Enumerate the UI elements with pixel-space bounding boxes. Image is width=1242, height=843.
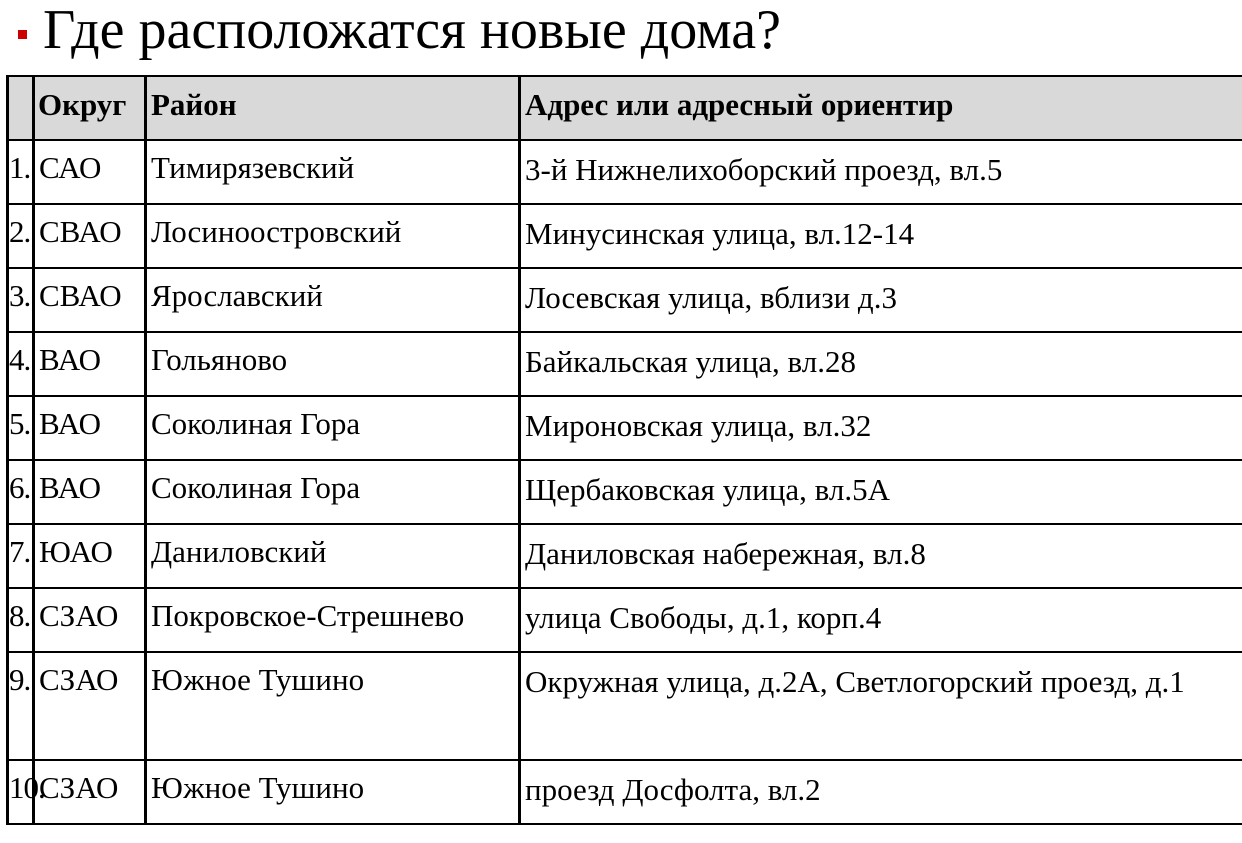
row-raion: Южное Тушино [146, 760, 520, 824]
row-raion: Ярославский [146, 268, 520, 332]
row-raion: Южное Тушино [146, 652, 520, 760]
row-number: 8. [8, 588, 34, 652]
slide-title-row [18, 0, 781, 60]
table-row [8, 460, 1242, 524]
row-okrug: САО [34, 140, 146, 204]
row-address: Окружная улица, д.2А, Светлогорский проезд, д.1 [520, 652, 1242, 760]
row-raion: Даниловский [146, 524, 520, 588]
slide-title: Где расположатся новые дома? [43, 0, 781, 61]
row-okrug: СЗАО [34, 588, 146, 652]
row-raion: Лосиноостровский [146, 204, 520, 268]
row-okrug: ЮАО [34, 524, 146, 588]
row-address: Даниловская набережная, вл.8 [520, 524, 1242, 588]
header-okrug: Округ [34, 76, 146, 140]
row-number: 6. [8, 460, 34, 524]
table-row [8, 140, 1242, 204]
table-row [8, 524, 1242, 588]
row-address: 3-й Нижнелихоборский проезд, вл.5 [520, 140, 1242, 204]
housing-locations-table [6, 75, 1242, 825]
row-address: Байкальская улица, вл.28 [520, 332, 1242, 396]
row-number: 1. [8, 140, 34, 204]
row-okrug: ВАО [34, 460, 146, 524]
row-address: Щербаковская улица, вл.5А [520, 460, 1242, 524]
row-number: 2. [8, 204, 34, 268]
row-raion: Соколиная Гора [146, 396, 520, 460]
row-raion: Гольяново [146, 332, 520, 396]
row-okrug: СЗАО [34, 652, 146, 760]
table-row [8, 652, 1242, 760]
table-row [8, 760, 1242, 824]
bullet-icon [18, 30, 27, 39]
row-address: улица Свободы, д.1, корп.4 [520, 588, 1242, 652]
row-number: 7. [8, 524, 34, 588]
row-number: 4. [8, 332, 34, 396]
row-number: 5. [8, 396, 34, 460]
row-number: 9. [8, 652, 34, 760]
row-address: Минусинская улица, вл.12-14 [520, 204, 1242, 268]
row-okrug: СВАО [34, 204, 146, 268]
row-address: проезд Досфолта, вл.2 [520, 760, 1242, 824]
row-address: Лосевская улица, вблизи д.3 [520, 268, 1242, 332]
table-header-row [8, 76, 1242, 140]
header-num [8, 76, 34, 140]
table-row [8, 332, 1242, 396]
table-row [8, 204, 1242, 268]
row-number: 3. [8, 268, 34, 332]
row-okrug: СВАО [34, 268, 146, 332]
header-address: Адрес или адресный ориентир [520, 76, 1242, 140]
row-okrug: ВАО [34, 396, 146, 460]
row-raion: Покровское-Стрешнево [146, 588, 520, 652]
table-row [8, 588, 1242, 652]
table-row [8, 396, 1242, 460]
table-row [8, 268, 1242, 332]
row-number: 10. [8, 760, 34, 824]
header-raion: Район [146, 76, 520, 140]
row-okrug: СЗАО [34, 760, 146, 824]
row-okrug: ВАО [34, 332, 146, 396]
row-raion: Соколиная Гора [146, 460, 520, 524]
row-address: Мироновская улица, вл.32 [520, 396, 1242, 460]
row-raion: Тимирязевский [146, 140, 520, 204]
